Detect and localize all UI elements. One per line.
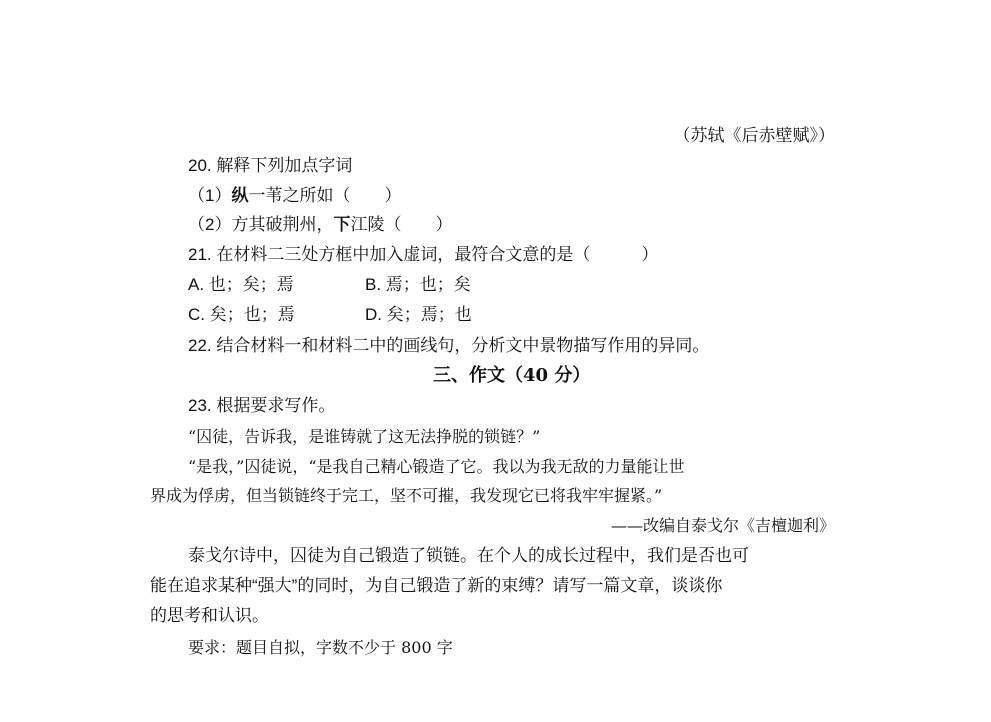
question-23-stem: 23. 根据要求写作。 (188, 396, 336, 415)
quote-2-line-1: “是我，”囚徒说，“是我自己精心锻造了它。我以为我无敌的力量能让世 (188, 457, 685, 476)
quote-1: “囚徒，告诉我，是谁铸就了这无法挣脱的锁链？” (188, 427, 541, 446)
quote-2-line-2: 界成为俘虏，但当锁链终于完工，坚不可摧，我发现它已将我牢牢握紧。” (150, 486, 663, 505)
requirement-text: 要求：题目自拟，字数不少于 800 字 (188, 638, 453, 657)
question-22-stem: 22. 结合材料一和材料二中的画线句，分析文中景物描写作用的异同。 (188, 336, 710, 355)
question-21-option-d: D. 矣；焉；也 (365, 305, 472, 324)
question-21-stem: 21. 在材料二三处方框中加入虚词，最符合文意的是（ ） (188, 245, 659, 264)
question-21-option-b: B. 焉；也；矣 (365, 275, 471, 294)
prompt-paragraph-line-2: 能在追求某种“强大”的同时，为自己锻造了新的束缚？请写一篇文章，谈谈你 (150, 576, 723, 595)
section-3-title: 三、作文（40 分） (433, 365, 591, 386)
question-21-option-c: C. 矣；也；焉 (188, 305, 295, 324)
prompt-paragraph-line-3: 的思考和认识。 (150, 606, 269, 625)
item-2-text: 江陵（ ） (350, 215, 453, 234)
item-2-prefix: （2）方其破荆州， (188, 215, 334, 234)
question-20-item-2 (188, 214, 452, 236)
question-20-stem: 20. 解释下列加点字词 (188, 156, 353, 175)
prompt-paragraph-line-1: 泰戈尔诗中，囚徒为自己锻造了锁链。在个人的成长过程中，我们是否也可 (188, 546, 749, 565)
question-21-option-a: A. 也；矣；焉 (188, 275, 294, 294)
item-1-key-word: 纵 (231, 186, 249, 205)
item-2-key-word: 下 (333, 215, 351, 234)
item-1-text: 一苇之所如（ ） (248, 186, 402, 205)
quote-attribution: ——改编自泰戈尔《吉檀迦利》 (610, 516, 835, 535)
source-citation: （苏轼《后赤壁赋》） (673, 126, 835, 146)
item-1-prefix: （1） (188, 186, 232, 205)
question-20-item-1 (188, 185, 401, 207)
